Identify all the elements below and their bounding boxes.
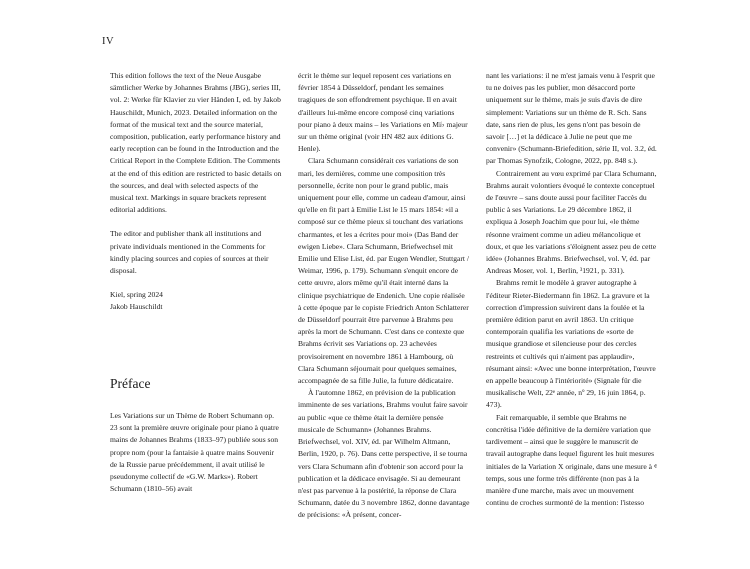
preface-paragraph-2: écrit le thème sur lequel reposent ces variations en février 1854 à Düsseldorf, pendant les semaines tragiques de son effondrement psychique. Il en avait d'ailleurs lui-même encore composé cinq variations pour piano à deux mains – les Variations en Mi♭ majeur sur un thème original (voir HN 482 aux éditions G. Henle). — [298, 71, 468, 154]
column-english-note — [110, 70, 282, 314]
column-preface-3 — [486, 70, 658, 509]
signature-editor-name: Jakob Hauschildt — [110, 302, 163, 312]
edition-note-paragraph: This edition follows the text of the Neue Ausgabe sämtlicher Werke by Johannes Brahms (JBG), series III, vol. 2: Werke für Klavier zu vier Händen I, ed. by Jakob Hauschildt, Munich, 2023. Detailed information on the format of the musical text and the source material, composition, publication, early performance history and early reception can be found in the Introduction and the Critical Report in the Complete Edition. The Comments at the end of this edition are restricted to basic details on the sources, and deal with selected aspects of the musical text. Markings in square brackets represent editorial additions. — [110, 71, 282, 215]
preface-paragraph-3: Clara Schumann considérait ces variations de son mari, les dernières, comme une composition très personnelle, écrite non pour le grand public, mais uniquement pour elle, comme un cadeau d'amour, ainsi qu'elle en fit part à Emilie List le 15 mars 1854: «il a composé sur ce thème pieux si touchant des variations charmantes, et les a écrites pour moi» (Das Band der ewigen Liebe». Clara Schumann, Briefwechsel mit Emilie und Elise List, éd. par Eugen Wendler, Stuttgart / Weimar, 1996, p. 179). Schumann s'enquit encore de cette œuvre, alors même qu'il était interné dans la clinique psychiatrique de Endenich. Une copie réalisée à cette époque par le copiste Friedrich Anton Schlatterer de Düsseldorf pourrait être parvenue à Brahms peu après la mort de Schumann. C'est dans ce contexte que Brahms écrivit ses Variations op. 23 achevées provisoirement en novembre 1861 à Hambourg, où Clara Schumann séjournait pour quelques semaines, accompagnée de sa fille Julie, la future dédicataire. — [298, 156, 470, 386]
signature-place-date: Kiel, spring 2024 — [110, 290, 163, 300]
preface-paragraph-4: À l'automne 1862, en prévision de la publication imminente de ses variations, Brahms voulut faire savoir au public «que ce thème était la dernière pensée musicale de Schumann» (Johannes Brahms. Briefwechsel, vol. XIV, éd. par Wilhelm Altmann, Berlin, 1920, p. 76). Dans cette perspective, il se tourna vers Clara Schumann afin d'obtenir son accord pour la publication et la dédicace envisagée. Si au demeurant n'est pas parvenue à la postérité, la réponse de Clara Schumann, datée du 3 novembre 1862, donne davantage de précisions: «À présent, concer- — [298, 388, 470, 520]
preface-paragraph-8: Fait remarquable, il semble que Brahms ne concrétisa l'idée définitive de la dernière variation que tardivement – ainsi que le suggère le manuscrit de travail autographe dans lequel figurent les huit mesures initiales de la Variation X originale, dans une mesure à 𝄴 temps, sous une forme très différente (non pas à la manière d'une marche, mais avec un mouvement continu de croches surmonté de la mention: l'istesso — [486, 412, 658, 508]
preface-paragraph-5: nant les variations: il ne m'est jamais venu à l'esprit que tu ne doives pas les publier, mon désaccord porte uniquement sur le thème, mais je suis d'avis de dire simplement: Variations sur un thème de R. Sch. Sans date, sans rien de plus, les gens n'ont pas besoin de savoir […] et la dédicace à Julie ne peut que me convenir» (Schumann-Briefedition, série II, vol. 3.2, éd. par Thomas Synofzik, Cologne, 2022, pp. 848 s.). — [486, 71, 657, 166]
preface-section — [110, 376, 282, 495]
section-heading-preface: Préface — [110, 376, 151, 391]
column-preface-2 — [298, 70, 470, 522]
preface-paragraph-1: Les Variations sur un Thème de Robert Schumann op. 23 sont la première œuvre originale pour piano à quatre mains de Johannes Brahms (1833–97) publiée sous son propre nom (pour la fantaisie à quatre mains Souvenir de la Russie parue précédemment, il avait utilisé le pseudonyme collectif de «G.W. Marks»). Robert Schumann (1810–56) avait — [110, 411, 279, 494]
acknowledgement-paragraph: The editor and publisher thank all institutions and private individuals mentioned in the Comments for kindly placing sources and copies of sources at their disposal. — [110, 229, 269, 276]
preface-paragraph-7: Brahms remit le modèle à graver autographe à l'éditeur Rieter-Biedermann fin 1862. La gravure et la correction d'impression suivirent dans la foulée et la première édition parut en avril 1863. Un critique contemporain qualifia les variations de «sorte de musique grandiose et silencieuse pour des cercles restreints et cultivés qui n'aiment pas applaudir», résumant ainsi: «Avec une bonne interprétation, l'œuvre en appelle beaucoup à l'intériorité» (Signale für die musikalische Welt, 22ᵉ année, nº 29, 16 juin 1864, p. 473). — [486, 278, 656, 410]
preface-paragraph-6: Contrairement au vœu exprimé par Clara Schumann, Brahms aurait volontiers évoqué le contexte conceptuel de l'œuvre – sans doute aussi pour faciliter l'accès du public à ses Variations. Le 29 décembre 1862, il expliqua à Joseph Joachim que pour lui, «le thème résonne vraiment comme un adieu mélancolique et doux, et que les variations s'éloignent assez peu de cette idée» (Johannes Brahms. Briefwechsel, vol. V, éd. par Andreas Moser, vol. 1, Berlin, ³1921, p. 331). — [486, 168, 657, 276]
page-number: IV — [102, 36, 115, 47]
